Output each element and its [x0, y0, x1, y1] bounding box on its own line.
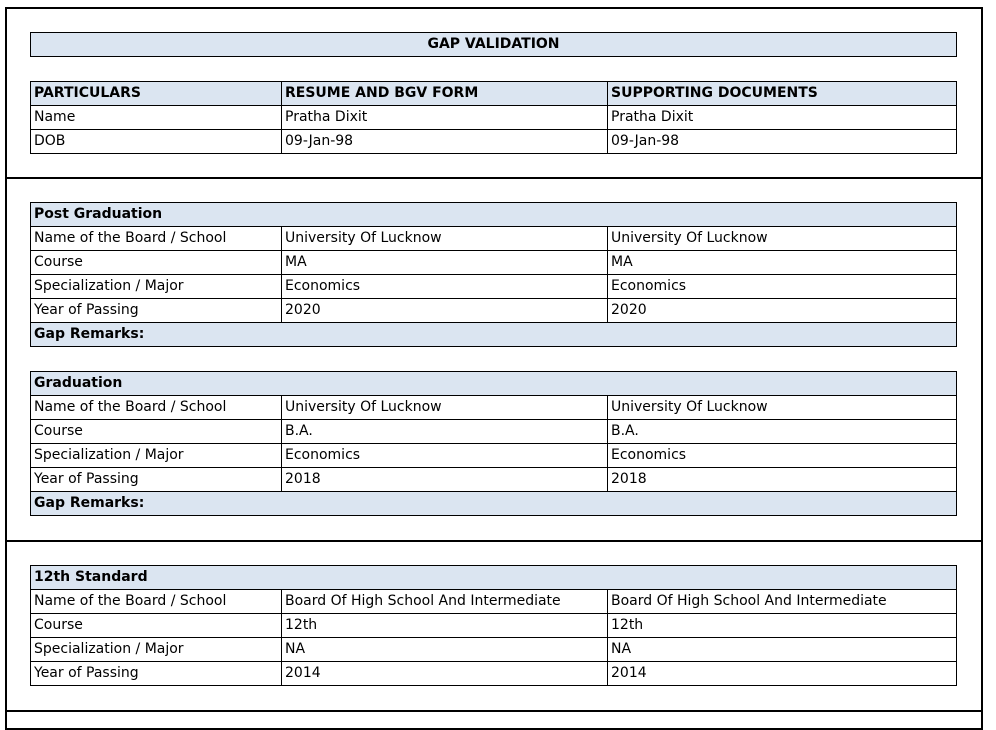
- table-row: [31, 106, 957, 130]
- docs-value: NA: [608, 638, 957, 662]
- table-row: [31, 638, 957, 662]
- header-resume: RESUME AND BGV FORM: [282, 82, 608, 106]
- table-row: [31, 275, 957, 299]
- table-row: [31, 420, 957, 444]
- docs-value: University Of Lucknow: [608, 227, 957, 251]
- docs-value: Economics: [608, 275, 957, 299]
- next-section-frame: [5, 710, 983, 730]
- docs-value: 2014: [608, 662, 957, 686]
- resume-value: Economics: [282, 275, 608, 299]
- resume-value: 2020: [282, 299, 608, 323]
- row-label: Course: [31, 251, 282, 275]
- row-label: Year of Passing: [31, 299, 282, 323]
- resume-value: 09-Jan-98: [282, 130, 608, 154]
- personal-table: [30, 81, 957, 154]
- row-label: Name of the Board / School: [31, 396, 282, 420]
- row-label: Name: [31, 106, 282, 130]
- section-title: 12th Standard: [31, 566, 957, 590]
- row-label: Course: [31, 420, 282, 444]
- row-label: Course: [31, 614, 282, 638]
- title-table: [30, 32, 957, 57]
- resume-value: University Of Lucknow: [282, 396, 608, 420]
- resume-value: University Of Lucknow: [282, 227, 608, 251]
- header-row: [31, 82, 957, 106]
- row-label: Name of the Board / School: [31, 590, 282, 614]
- post-graduation-table: [30, 202, 957, 347]
- docs-value: 09-Jan-98: [608, 130, 957, 154]
- docs-value: 2020: [608, 299, 957, 323]
- docs-value: Economics: [608, 444, 957, 468]
- table-row: [31, 444, 957, 468]
- row-label: Specialization / Major: [31, 444, 282, 468]
- docs-value: Pratha Dixit: [608, 106, 957, 130]
- resume-value: 2018: [282, 468, 608, 492]
- table-row: [31, 299, 957, 323]
- resume-value: Board Of High School And Intermediate: [282, 590, 608, 614]
- docs-value: Board Of High School And Intermediate: [608, 590, 957, 614]
- table-row: [31, 130, 957, 154]
- gap-remarks: Gap Remarks:: [31, 492, 957, 516]
- table-row: [31, 662, 957, 686]
- docs-value: 12th: [608, 614, 957, 638]
- resume-value: B.A.: [282, 420, 608, 444]
- docs-value: University Of Lucknow: [608, 396, 957, 420]
- table-row: [31, 468, 957, 492]
- docs-value: B.A.: [608, 420, 957, 444]
- header-supporting: SUPPORTING DOCUMENTS: [608, 82, 957, 106]
- row-label: Year of Passing: [31, 468, 282, 492]
- table-row: [31, 227, 957, 251]
- section-title: Graduation: [31, 372, 957, 396]
- table-row: [31, 251, 957, 275]
- row-label: Name of the Board / School: [31, 227, 282, 251]
- twelfth-table: [30, 565, 957, 686]
- resume-value: Pratha Dixit: [282, 106, 608, 130]
- resume-value: 12th: [282, 614, 608, 638]
- row-label: Specialization / Major: [31, 275, 282, 299]
- table-row: [31, 396, 957, 420]
- section-title: Post Graduation: [31, 203, 957, 227]
- docs-value: MA: [608, 251, 957, 275]
- row-label: Year of Passing: [31, 662, 282, 686]
- docs-value: 2018: [608, 468, 957, 492]
- row-label: Specialization / Major: [31, 638, 282, 662]
- row-label: DOB: [31, 130, 282, 154]
- header-particulars: PARTICULARS: [31, 82, 282, 106]
- gap-remarks: Gap Remarks:: [31, 323, 957, 347]
- resume-value: Economics: [282, 444, 608, 468]
- resume-value: 2014: [282, 662, 608, 686]
- page-title: GAP VALIDATION: [31, 33, 957, 57]
- graduation-table: [30, 371, 957, 516]
- table-row: [31, 614, 957, 638]
- table-row: [31, 590, 957, 614]
- resume-value: MA: [282, 251, 608, 275]
- resume-value: NA: [282, 638, 608, 662]
